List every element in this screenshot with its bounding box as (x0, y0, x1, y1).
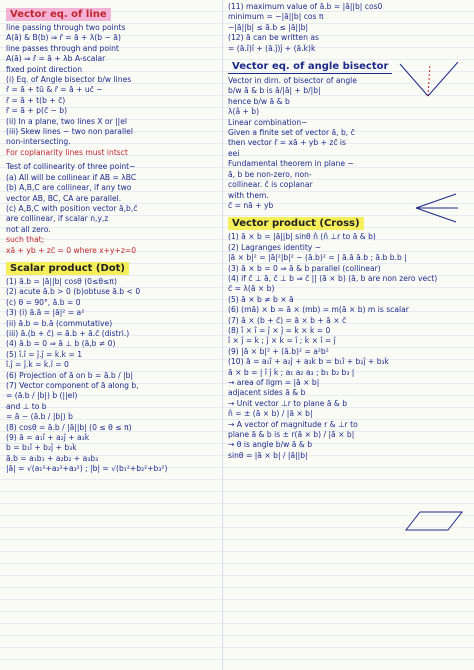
collinearity-block (6, 162, 219, 256)
note-line: (7) Vector component of ā along b̄, (6, 381, 139, 390)
note-line: such that; (6, 235, 45, 245)
note-line: (2) acute ā.b̄ > 0 (b)obtuse ā.b̄ < 0 (6, 287, 141, 297)
right-column (224, 0, 474, 670)
heading-vector-product: Vector product (Cross) (228, 217, 364, 230)
note-line: sinθ = |ā × b̄| / |ā||b̄| (228, 450, 308, 460)
note-line: (12) ā can be written as (228, 33, 319, 43)
note-line: (9) ā = a₁î + a₂ĵ + a₃k̂ (6, 433, 90, 443)
note-line: (c) θ = 90°, ā.b̄ = 0 (6, 297, 81, 307)
note-line: |ā × b̄|² = |ā|²|b̄|² − (ā.b̄)² = | ā.ā ā.b̄ ; ā.b̄ b̄.b̄ | (228, 253, 407, 263)
note-line: line passes through and point (6, 43, 119, 53)
note-line: non-intersecting. (6, 137, 71, 147)
line-equations-block (6, 23, 219, 158)
note-line: (ii) In a plane, two lines X or ||el (6, 116, 128, 126)
note-line: eei (228, 148, 240, 158)
note-line: î.ĵ = ĵ.k̂ = k̂.î = 0 (6, 360, 69, 370)
note-line: |ā| = √(a₁²+a₂²+a₃²) ; |b̄| = √(b₁²+b₂²+b₃²) (6, 464, 168, 474)
note-line: n̂ = ± (ā × b̄) / |ā × b̄| (228, 409, 313, 419)
note-line: ā.b̄ = a₁b₁ + a₂b₂ + a₃b₃ (6, 453, 99, 463)
left-column (0, 0, 222, 670)
note-line: and ⊥ to b̄ (6, 401, 47, 411)
note-line: (iii) ā.(b̄ + c̄) = ā.b̄ + ā.c̄ (distri.) (6, 328, 130, 338)
note-line: (8) î × î = ĵ × ĵ = k̂ × k̂ = 0 (228, 325, 331, 335)
note-line: hence b/w ā & b̄ (228, 96, 290, 106)
note-line: fixed point direction (6, 64, 83, 74)
note-line: r̄ = ā + tū & r̄ = ā + uc̄ − (6, 85, 103, 95)
note-line: plane ā & b̄ is ± r(ā × b̄) / |ā × b̄| (228, 430, 355, 440)
note-line: Test of collinearity of three point− (6, 162, 136, 172)
coplanar-vectors-diagram (412, 188, 462, 228)
note-line: (8) cosθ = ā.b̄ / |ā||b̄| (0 ≤ θ ≤ π) (6, 422, 132, 432)
note-line: → A vector of magnitude r & ⊥r to (228, 419, 358, 429)
note-line: b/w ā & b̄ is ā/|ā| + b̄/|b̄| (228, 86, 321, 96)
note-line: line passing through two points (6, 23, 126, 32)
note-line: c̄ = nā + yb̄ (228, 200, 274, 210)
note-line: (1) ā.b̄ = |ā||b̄| cosθ (0≤θ≤π) (6, 276, 117, 286)
note-line: (1) ā × b̄ = |ā||b̄| sinθ n̂ (n̂ ⊥r to ā & b̄) (228, 232, 376, 242)
note-line: r̄ = ā + t(b̄ + c̄) (6, 95, 66, 105)
note-line: minimum = −|ā||b̄| cos π (228, 12, 324, 22)
note-line: then vector r̄ = xā + yb̄ + zc̄ is (228, 138, 346, 148)
note-line: b̄ = b₁î + b₂ĵ + b₃k̂ (6, 443, 77, 453)
note-line: (3) (i) ā.ā = |ā|² = a² (6, 308, 85, 318)
vector-product-block (228, 232, 470, 461)
note-line: (10) ā = a₁î + a₂ĵ + a₃k̂ b̄ = b₁î + b₂ĵ + b₃k̂ (228, 357, 389, 367)
note-line: → Unit vector ⊥r to plane ā & b̄ (228, 398, 348, 408)
note-line: (i) Eq. of Angle bisector b/w lines (6, 75, 132, 85)
note-line: (c) A,B,C with position vector ā,b̄,c̄ (6, 203, 138, 213)
note-line: For coplanarity lines must intsct (6, 147, 128, 157)
note-line: = (ā.î)î + (ā.ĵ)ĵ + (ā.k̂)k̂ (228, 43, 316, 53)
note-line: (5) î.î = ĵ.ĵ = k̂.k̂ = 1 (6, 349, 83, 359)
note-line: are collinear, if scalar n,y,z (6, 214, 109, 224)
note-line: A(ā) ⇒ r̄ = ā + λb̄ A-scalar (6, 54, 106, 64)
note-line: Vector in dirn. of bisector of angle (228, 76, 357, 86)
note-line: (3) ā × b̄ = 0 ⇒ ā & b̄ parallel (collinear) (228, 263, 381, 273)
column-divider (222, 0, 223, 670)
note-line: (5) ā × b̄ ≠ b̄ × ā (228, 294, 294, 304)
note-line: (iii) Skew lines − two non parallel (6, 127, 133, 137)
note-line: with them. (228, 190, 269, 200)
heading-scalar-product: Scalar product (Dot) (6, 262, 129, 275)
note-line: r̄ = ā + p(c̄ − b̄) (6, 106, 68, 116)
note-line: (a) All will be collinear if AB = λBC (6, 172, 137, 182)
note-line: (4) ā.b̄ = 0 ⇒ ā ⊥ b̄ (ā,b̄ ≠ 0) (6, 339, 116, 349)
note-line: xā + yb̄ + zc̄ = 0 where x+y+z=0 (6, 245, 137, 255)
heading-vector-eq-line: Vector eq. of line (6, 8, 111, 21)
note-line: (11) maximum value of ā.b̄ = |ā||b̄| cos0 (228, 2, 383, 11)
note-line: ā × b̄ = | î ĵ k̂ ; a₁ a₂ a₃ ; b₁ b₂ b₃ | (228, 367, 355, 377)
note-line: Linear combination− (228, 117, 308, 127)
note-line: collinear. c̄ is coplanar (228, 180, 313, 190)
note-line: (6) Projection of ā on b̄ = ā.b̄ / |b̄| (6, 370, 134, 380)
note-line: → θ is angle b/w ā & b̄ (228, 440, 313, 450)
note-line: = ā − (ā.b̄ / |b̄|) b̂ (6, 412, 73, 422)
note-line: (b) A,B,C are collinear, if any two (6, 183, 132, 193)
parallelogram-diagram (402, 508, 466, 534)
note-line: (2) Lagranges identity − (228, 242, 322, 252)
note-line: Fundamental theorem in plane − (228, 159, 354, 169)
heading-angle-bisector: Vector eq. of angle bisector (228, 60, 392, 74)
note-line: (9) |ā × b̄|² + (ā.b̄)² = a²b² (228, 346, 329, 356)
note-line: −|ā||b̄| ≤ ā.b̄ ≤ |ā||b̄| (228, 22, 309, 32)
note-line: Given a finite set of vector ā, b̄, c̄ (228, 128, 355, 138)
note-line: not all zero. (6, 224, 51, 234)
note-line: = (ā.b̄ / |b̄|) b̂ (||el) (6, 391, 78, 401)
note-line: adjacent sides ā & b̄ (228, 388, 306, 398)
dot-product-extra-block (228, 2, 470, 54)
note-line: (6) (mā) × b̄ = ā × (mb̄) = m(ā × b̄) m is scalar (228, 305, 409, 315)
scalar-product-block (6, 277, 219, 475)
note-line: vector AB, BC, CA are parallel. (6, 193, 122, 203)
note-line: î × ĵ = k̂ ; ĵ × k̂ = î ; k̂ × î = ĵ (228, 336, 336, 346)
note-line: c̄ = λ(ā × b̄) (228, 284, 275, 294)
note-line: (ii) ā.b̄ = b̄.ā (commutative) (6, 318, 113, 328)
note-line: → area of llgm = |ā × b̄| (228, 378, 320, 387)
note-line: A(ā) & B(b̄) ⇒ r̄ = ā + λ(b̄ − ā) (6, 33, 121, 43)
note-line: (7) ā × (b̄ + c̄) = ā × b̄ + ā × c̄ (228, 315, 347, 325)
bisector-diagram (394, 58, 464, 104)
note-line: ā, b̄ be non-zero, non- (228, 169, 312, 179)
note-line: λ(â + b̂) (228, 107, 260, 117)
note-line: (4) if c̄ ⊥ ā, c̄ ⊥ b̄ ⇒ c̄ || (ā × b̄) (ā, b̄ are non zero vect) (228, 273, 438, 283)
